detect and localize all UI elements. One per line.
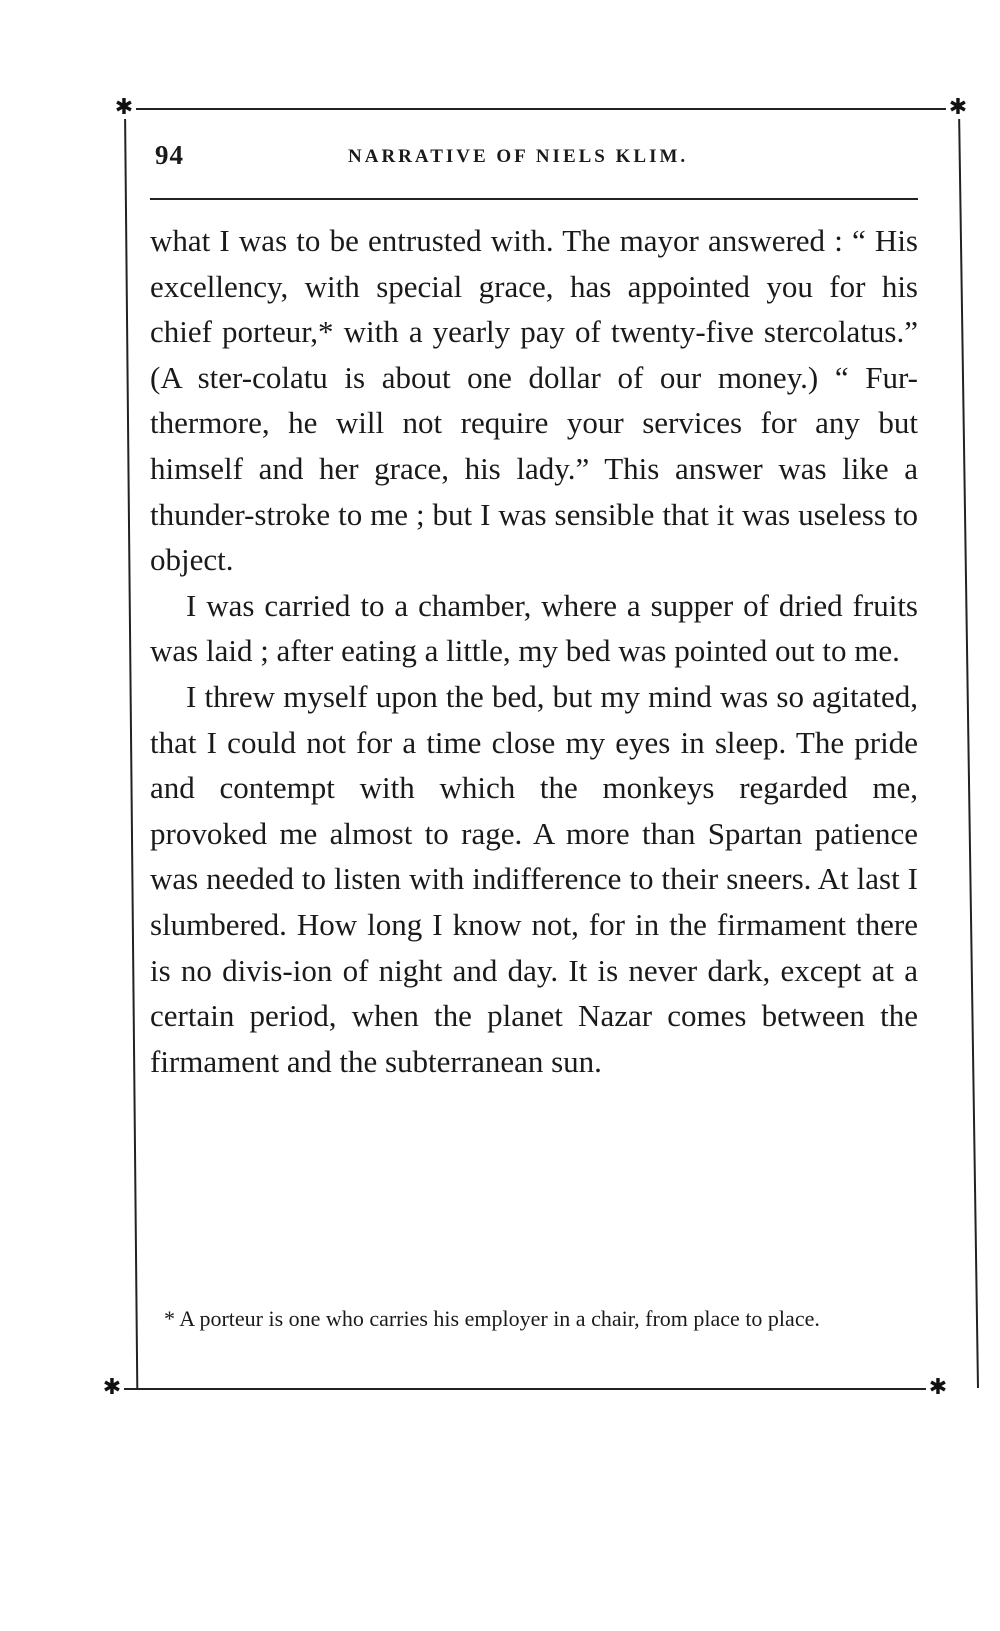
corner-ornament-icon: ✱ <box>926 1377 950 1399</box>
header-rule <box>150 198 918 200</box>
frame-bottom-rule <box>112 1388 938 1390</box>
corner-ornament-icon: ✱ <box>100 1377 124 1399</box>
page-header <box>150 140 918 180</box>
page-number: 94 <box>155 140 184 170</box>
corner-ornament-icon: ✱ <box>112 97 136 119</box>
paragraph: I threw myself upon the bed, but my mind was so agitated, that I could not for a time close my eyes in sleep. The pride and contempt with which the monkeys regarded me, provoked me almost to rage. A more than Spartan patience was needed to listen with indifference to their sneers. At last I slumbered. How long I know not, for in the firmament there is no divis-ion of night and day. It is never dark, except at a certain period, when the planet Nazar comes between the firmament and the subterranean sun. <box>150 678 918 1079</box>
frame-right-rule <box>958 108 979 1388</box>
frame-top-rule <box>124 108 960 110</box>
running-title: NARRATIVE OF NIELS KLIM. <box>348 146 689 167</box>
body-text <box>150 218 918 1084</box>
corner-ornament-icon: ✱ <box>946 97 970 119</box>
footnote: * A porteur is one who carries his employer in a chair, from place to place. <box>164 1306 820 1331</box>
paragraph: what I was to be entrusted with. The mayor answered : “ His excellency, with special grace, has appointed you for his chief porteur,* with a yearly pay of twenty-five stercolatus.” (A ster-colatu is about one dollar of our money.) “ Fur-thermore, he will not require your services for any but himself and her grace, his lady.” This answer was like a thunder-stroke to me ; but I was sensible that it was useless to object. <box>150 223 918 578</box>
paragraph: I was carried to a chamber, where a supper of dried fruits was laid ; after eating a little, my bed was pointed out to me. <box>150 587 918 669</box>
frame-left-rule <box>124 108 138 1388</box>
